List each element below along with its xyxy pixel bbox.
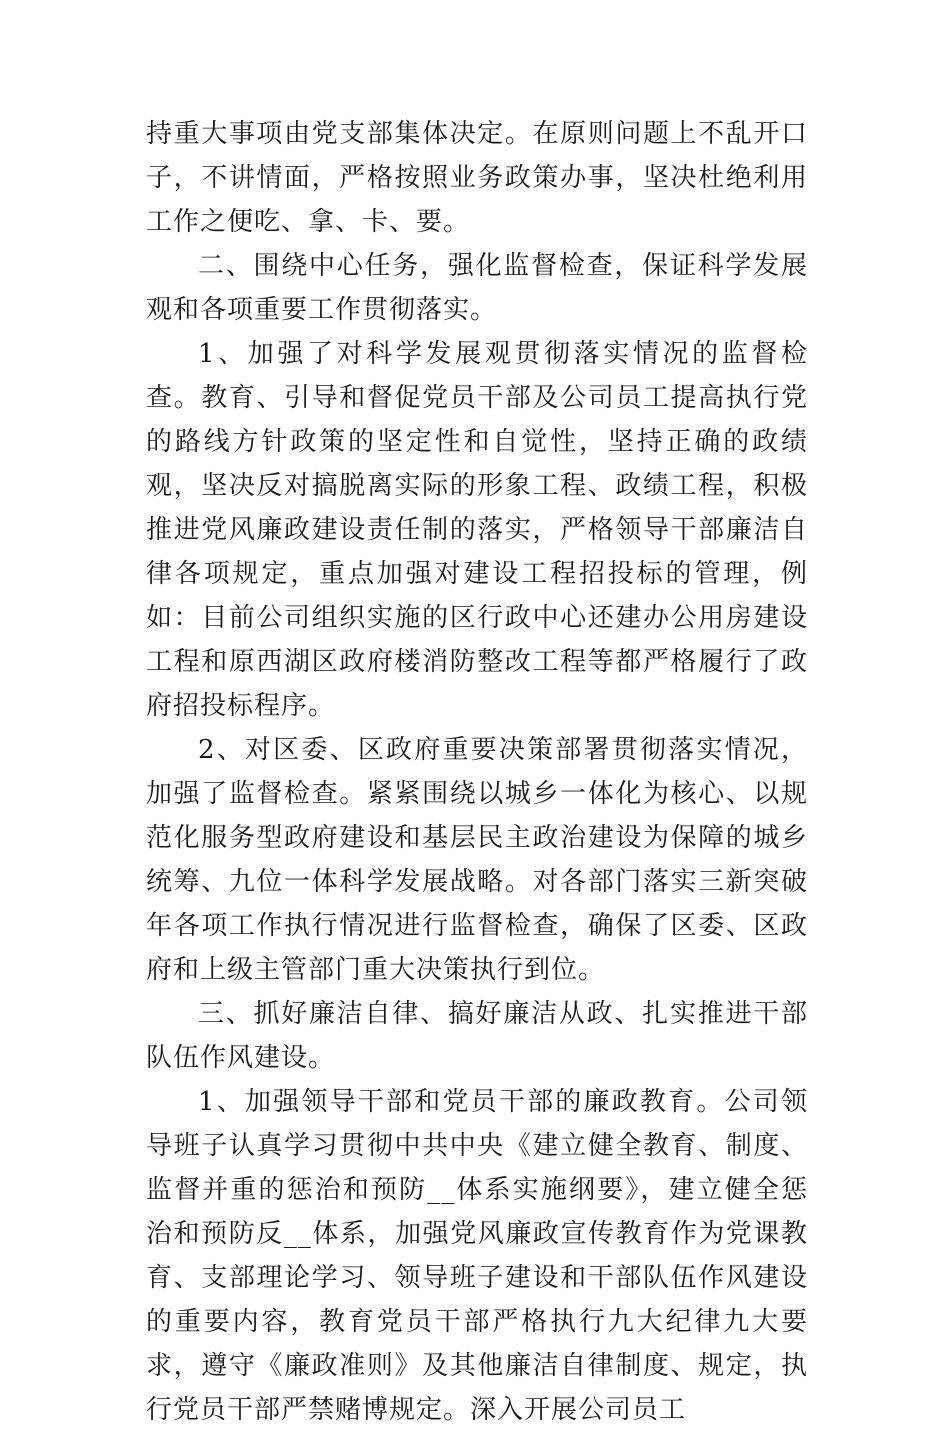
paragraph-2-1: 1、加强了对科学发展观贯彻落实情况的监督检查。教育、引导和督促党员干部及公司员工提高执行党的路线方针政策的坚定性和自觉性，坚持正确的政绩观，坚决反对搞脱离实际的形象工程、政绩工程，积极推进党风廉政建设责任制的落实，严格领导干部廉洁自律各项规定，重点加强对建设工程招投标的管理，例如：目前公司组织实施的区行政中心还建办公用房建设工程和原西湖区政府楼消防整改工程等都严格履行了政府招投标程序。 <box>146 339 808 721</box>
section-heading-three: 三、抓好廉洁自律、搞好廉洁从政、扎实推进干部队伍作风建设。 <box>146 999 808 1073</box>
paragraph-3-1: 1、加强领导干部和党员干部的廉政教育。公司领导班子认真学习贯彻中共中央《建立健全教育、制度、监督并重的惩治和预防__体系实施纲要》，建立健全惩治和预防反__体系，加强党风廉政宣传教育作为党课教育、支部理论学习、领导班子建设和干部队伍作风建设的重要内容，教育党员干部严格执行九大纪律九大要求，遵守《廉政准则》及其他廉洁自律制度、规定，执行党员干部严禁赌博规定。深入开展公司员工 <box>146 1087 808 1425</box>
paragraph-continuation: 持重大事项由党支部集体决定。在原则问题上不乱开口子，不讲情面，严格按照业务政策办事，坚决杜绝利用工作之便吃、拿、卡、要。 <box>146 119 808 237</box>
section-heading-two: 二、围绕中心任务，强化监督检查，保证科学发展观和各项重要工作贯彻落实。 <box>146 251 808 325</box>
document-body <box>146 112 808 1432</box>
paragraph-2-2: 2、对区委、区政府重要决策部署贯彻落实情况，加强了监督检查。紧紧围绕以城乡一体化为核心、以规范化服务型政府建设和基层民主政治建设为保障的城乡统筹、九位一体科学发展战略。对各部门落实三新突破年各项工作执行情况进行监督检查，确保了区委、区政府和上级主管部门重大决策执行到位。 <box>146 735 808 985</box>
